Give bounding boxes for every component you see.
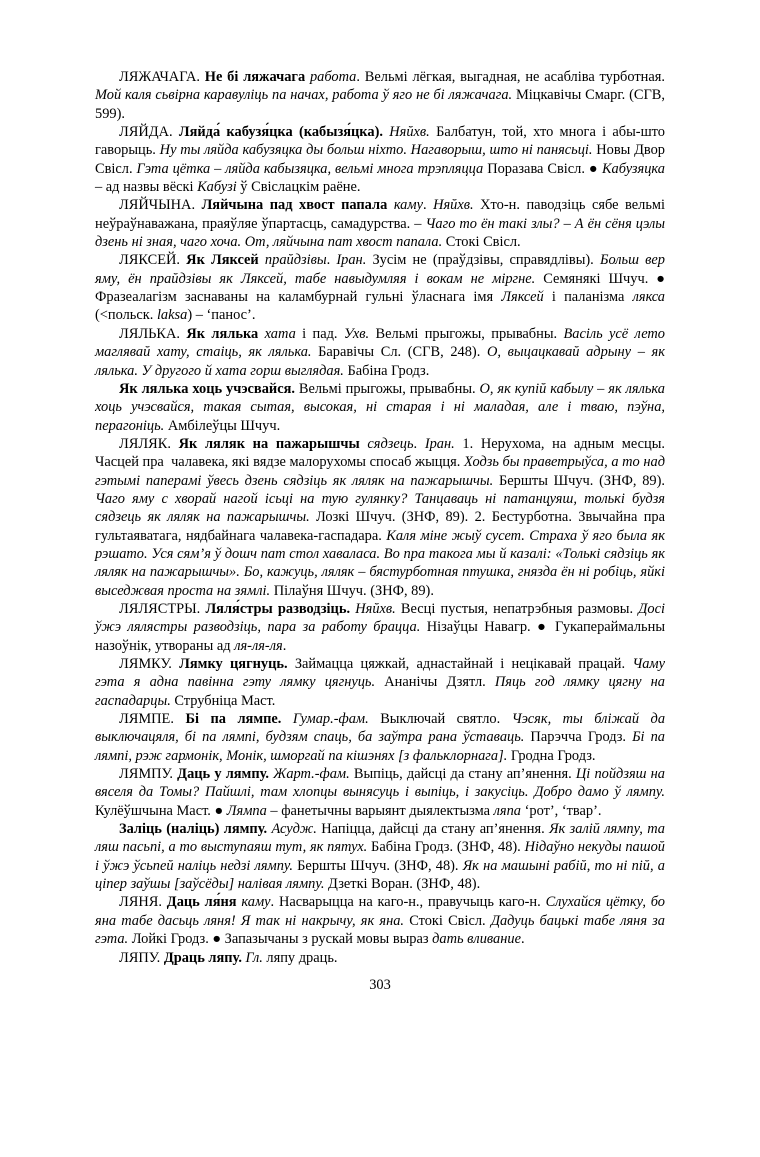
dictionary-subentry: Як лялька хоць учэсвайся. Вельмі прыгожы, прывабны. О, як купіŭ кабылу – як лялька хоць учэсвайся, такая сытая, высокая, ні старая і ні маладая, але і тваю, пэўна, перагоніць. Амбілеўцы Шчуч.	[95, 380, 665, 434]
page-text-column	[95, 68, 665, 967]
dictionary-entry: ЛЯЙДА. Ляйда́ кабузя́цка (кабызя́цка). Няŭхв. Балбатун, той, хто многа і абы-што гаворыць. Ну ты ляйда кабузяцка ды больш ніхто. Нагаворыш, што ні панясьці. Новы Двор Свісл. Гэта цётка – ляйда кабызяцка, вельмі многа трэпляцца Поразава Свісл. ● Кабузяцка – ад назвы вёскі Кабузі ў Свіслацкім раёне.	[95, 124, 666, 196]
dictionary-entry: ЛЯПУ. Драць ляпу. Гл. ляпу драць.	[119, 949, 338, 966]
page-number: 303	[369, 977, 391, 993]
dictionary-entry: ЛЯЛЯСТРЫ. Ляля́стры разводзіць. Няŭхв. Весці пустыя, непатрэбныя размовы. Досі ўжэ лялястры разводзіць, пара за работу брацца. Нізаўцы Навагр. ● Гукапераймальны назоўнік, утвораны ад ля-ля-ля.	[95, 600, 665, 654]
dictionary-entry: ЛЯЛЯК. Як ляляк на пажарышчы сядзець. Іран. 1. Нерухома, на адным месцы. Часцей пра чалавека, які вядзе малорухомы спосаб жыцця. Ходзь бы праветрыўса, а то над гэтымі паперамі ўвесь дзень сядзіць як ляляк на пажарышчы. Бершты Шчуч. (ЗНФ, 89). Чаго яму с хворай нагой ісьці на тую гулянку? Танцаваць ні патанцуяш, толькі будзя сядзець як ляляк на пажарышчы. Лозкі Шчуч. (ЗНФ, 89). 2. Бестурботна. Звычайна пра гультаяватага, нядбайнага чалавека-гаспадара. Каля міне жыў сусет. Страха ў яго была як рэшато. Уся сям’я ў дошч пат стол хаваласа. Во пра такога мы й казалі: «Толькі сядзіць як ляляк на пажарышчы». Бо, кажуць, ляляк – бястурботная птушка, гнязда ён ні робіць, яйкі выседжвая проста на зямлі. Пілаўня Шчуч. (ЗНФ, 89).	[95, 435, 666, 599]
dictionary-entry: ЛЯЙЧЫНА. Ляйчына пад хвост папала каму. Няŭхв. Хто-н. паводзіць сябе вельмі неўраўнаважана, праяўляе ўпартасць, самадурства. – Чаго то ён такі злы? – А ён сёня цэлы дзень ні зная, чаго хоча. От, ляйчына пат хвост папала. Стокі Свісл.	[95, 197, 665, 251]
dictionary-subentry: Заліць (наліць) лямпу. Асудж. Напіцца, дайсці да стану ап’янення. Як заліŭ лямпу, та ляш пасьпі, а то выступаяш тут, як пятух. Бабіна Гродз. (ЗНФ, 48). Нідаўно некуды пашоŭ і ўжэ ўсьпеŭ наліць недзі лямпу. Бершты Шчуч. (ЗНФ, 48). Як на машыні рабіŭ, то ні піŭ, а ціпер заўшы [заўсёды] налівая лямпу. Дзеткі Воран. (ЗНФ, 48).	[95, 821, 665, 893]
dictionary-entry: ЛЯЛЬКА. Як лялька хата і пад. Ухв. Вельмі прыгожы, прывабны. Васіль усё лето магляваŭ хату, стаіць, як лялька. Баравічы Сл. (СГВ, 248). О, выцацкаваŭ адрыну – як лялька. У другого й хата горш выглядая. Бабіна Гродз.	[95, 325, 665, 379]
dictionary-entry: ЛЯНЯ. Даць ля́ня каму. Насварыцца на каго-н., правучыць каго-н. Слухайся цётку, бо яна табе дасьць ляня! Я так ні накрычу, як яна. Стокі Свісл. Дадуць бацькі табе ляня за гэта. Лойкі Гродз. ● Запазычаны з рускай мовы выраз дать вливание.	[95, 894, 665, 948]
dictionary-entry: ЛЯМПУ. Даць у лямпу. Жарт.-фам. Выпіць, дайсці да стану ап’янення. Ці пойдзяш на вяселя да Томы? Пайшлі, там хлопцы вынясуць і выпіць, і закусіць. Добро дамо ў лямпу. Кулёўшчына Маст. ● Лямпа – фанетычны варыянт дыялектызма ляпа ‘рот’, ‘твар’.	[95, 766, 665, 819]
dictionary-entry: ЛЯМПЕ. Бі па лямпе. Гумар.-фам. Выключай святло. Чэсяк, ты бліжай да выключацяля, бі па лямпі, будзям спаць, ба заўтра рана ўставаць. Парэчча Гродз. Бі па лямпі, рэж гармонік, Монік, шморгай па кішэнях [з фальклорнага]. Гродна Гродз.	[95, 711, 666, 764]
dictionary-entry: ЛЯМКУ. Лямку цягнуць. Займацца цяжкай, аднастайнай і нецікавай працай. Чаму гэта я адна павінна гэту лямку цягнуць. Ананічы Дзятл. Пяць год лямку цягну на гаспадарцы. Струбніца Маст.	[95, 656, 665, 709]
dictionary-entry: ЛЯЖАЧАГА. Не бі ляжачага работа. Вельмі лёгкая, выгадная, не асабліва турботная. Мой каля сьвірна каравуліць па начах, работа ў яго не бі ляжачага. Міцкавічы Смарг. (СГВ, 599).	[95, 69, 665, 122]
dictionary-entry: ЛЯКСЕЙ. Як Ляксей праŭдзівы. Іран. Зусім не (праўдзівы, справядлівы). Больш вер яму, ён праŭдзівы як Ляксей, табе навыдумляя і вокам не міргне. Семянякі Шчуч. ● Фразеалагізм заснаваны на каламбурнай гульні ўласнага імя Ляксей і паланізма лякса (<польск. laksa) – ‘панос’.	[95, 252, 665, 324]
